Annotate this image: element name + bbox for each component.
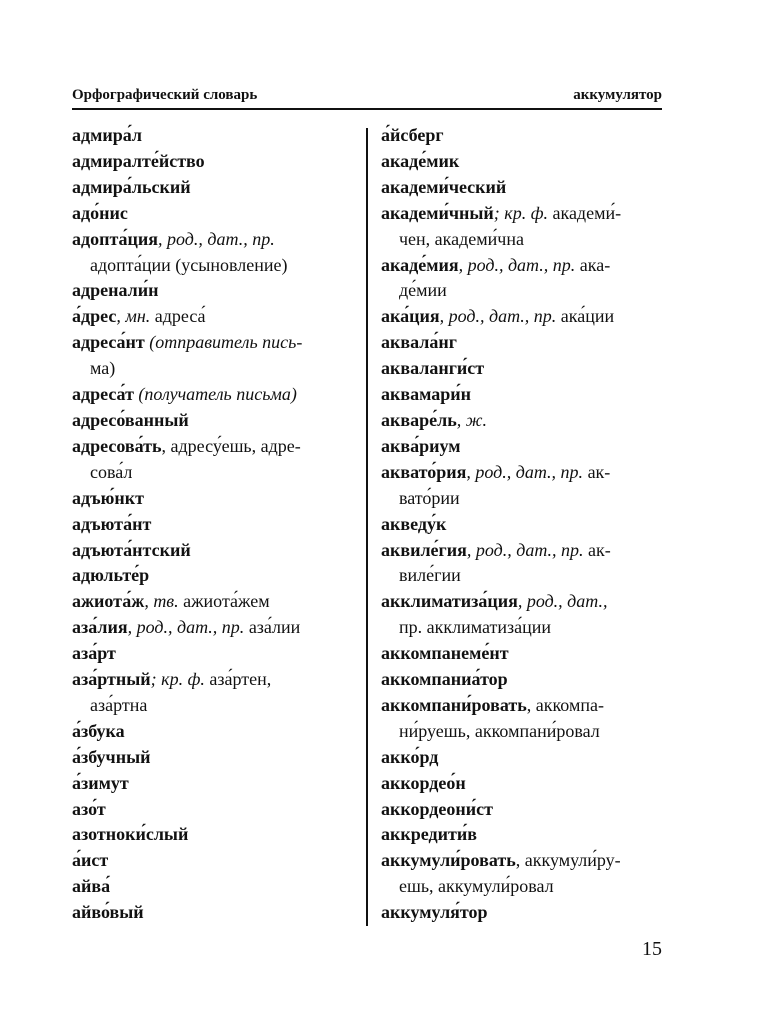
headword: аза́ртный — [72, 669, 151, 690]
grammar-note: , род., дат., пр. — [127, 617, 245, 638]
headword: адюльте́р — [72, 565, 150, 586]
headword: адмира́л — [72, 125, 143, 145]
grammar-note: , род., дат., пр. — [158, 228, 275, 249]
headword: акко́рд — [381, 746, 439, 767]
headword: аккордеони́ст — [381, 798, 493, 819]
headword: аккумуля́тор — [381, 902, 488, 923]
headword: аккомпанеме́нт — [381, 643, 509, 664]
entry-continuation: вато́рии — [399, 487, 460, 508]
headword: академи́чный — [381, 202, 494, 223]
dictionary-entry — [72, 227, 352, 279]
dictionary-entry — [72, 771, 352, 797]
headword: аква́риум — [381, 435, 461, 456]
dictionary-entry — [72, 330, 352, 382]
dictionary-entry — [381, 304, 662, 330]
entry-form: ажиота́жем — [178, 591, 270, 612]
entry-continuation: ешь, аккумули́ровал — [399, 876, 554, 897]
grammar-note: , ж. — [456, 409, 487, 430]
headword: адо́нис — [72, 202, 128, 223]
grammar-note: , род., дат., пр. — [466, 539, 584, 560]
dictionary-entry — [72, 201, 352, 227]
entry-form: ак- — [583, 461, 611, 482]
dictionary-entry — [72, 822, 352, 848]
headword: адренали́н — [72, 280, 159, 301]
dictionary-entry — [381, 460, 662, 512]
dictionary-entry — [72, 874, 352, 900]
dictionary-entry — [72, 123, 352, 149]
entry-form: ака́ции — [556, 306, 615, 327]
dictionary-entry — [381, 434, 662, 460]
column-divider — [366, 128, 368, 926]
headword: аккордео́н — [381, 772, 466, 793]
grammar-note: ; кр. ф. — [493, 202, 548, 223]
entry-form: , адресу́ешь, адре- — [161, 435, 301, 456]
headword: ака́ция — [381, 306, 440, 327]
headword: акаде́мик — [381, 150, 460, 171]
headword: адъюта́нт — [72, 513, 152, 534]
headword: адреса́т — [72, 384, 134, 405]
dictionary-entry — [381, 900, 662, 926]
headword: адопта́ция — [72, 228, 159, 249]
dictionary-entry — [381, 382, 662, 408]
dictionary-entry — [381, 538, 662, 590]
headword: адреса́нт — [72, 332, 145, 353]
grammar-note: (получатель письма) — [133, 384, 297, 405]
headword: азо́т — [72, 798, 106, 819]
dictionary-entry — [72, 667, 352, 719]
headword: аза́лия — [72, 617, 128, 638]
headword: академи́ческий — [381, 176, 507, 197]
headword: а́збучный — [72, 746, 151, 767]
page-header — [72, 84, 662, 110]
headword: айво́вый — [72, 902, 144, 923]
dictionary-entry — [381, 149, 662, 175]
running-head-word: аккумулятор — [573, 87, 662, 103]
left-column — [72, 123, 352, 926]
entry-continuation: чен, академи́чна — [399, 228, 524, 249]
dictionary-entry — [72, 278, 352, 304]
dictionary-entry — [381, 641, 662, 667]
dictionary-entry — [72, 486, 352, 512]
dictionary-entry — [72, 641, 352, 667]
dictionary-entry — [381, 667, 662, 693]
headword: азотноки́слый — [72, 824, 189, 845]
dictionary-entry — [381, 512, 662, 538]
dictionary-title: Орфографический словарь — [72, 87, 258, 103]
dictionary-entry — [72, 797, 352, 823]
entry-continuation: пр. акклиматиза́ции — [399, 617, 552, 638]
headword: а́зимут — [72, 772, 129, 793]
entry-continuation: сова́л — [90, 461, 133, 482]
grammar-note: , тв. — [144, 591, 179, 612]
headword: а́ист — [72, 850, 109, 871]
headword: аквато́рия — [381, 461, 467, 482]
headword: аккредити́в — [381, 824, 477, 845]
headword: акваре́ль — [381, 409, 457, 430]
dictionary-entry — [72, 615, 352, 641]
dictionary-entry — [381, 848, 662, 900]
headword: акведу́к — [381, 513, 447, 534]
headword: а́дрес — [72, 306, 117, 327]
headword: аза́рт — [72, 643, 116, 664]
headword: адмира́льский — [72, 176, 191, 197]
entry-continuation: аза́ртна — [90, 694, 148, 715]
grammar-note: (отправитель пись- — [144, 332, 303, 353]
dictionary-entry — [381, 771, 662, 797]
headword: аквиле́гия — [381, 539, 467, 560]
entry-form: академи́- — [547, 202, 622, 223]
page-number: 15 — [642, 938, 662, 960]
dictionary-entry — [72, 745, 352, 771]
dictionary-entry — [72, 512, 352, 538]
headword: аккомпани́ровать — [381, 694, 527, 715]
dictionary-entry — [381, 822, 662, 848]
dictionary-entry — [72, 538, 352, 564]
dictionary-entry — [72, 304, 352, 330]
entry-form: , аккумули́ру- — [515, 850, 621, 871]
dictionary-entry — [381, 408, 662, 434]
headword: акаде́мия — [381, 254, 459, 275]
dictionary-entry — [72, 563, 352, 589]
grammar-note: , род., дат., пр. — [458, 254, 576, 275]
dictionary-entry — [381, 253, 662, 305]
headword: аквамари́н — [381, 384, 471, 405]
dictionary-entry — [381, 745, 662, 771]
headword: аккумули́ровать — [381, 850, 516, 871]
entry-continuation: де́мии — [399, 280, 447, 301]
dictionary-entry — [72, 149, 352, 175]
entry-form: адреса́ — [150, 306, 206, 327]
entry-continuation: ма) — [90, 358, 116, 379]
entry-continuation: виле́гии — [399, 565, 461, 586]
headword: акклиматиза́ция — [381, 591, 518, 612]
dictionary-entry — [381, 123, 662, 149]
entry-form: ака- — [575, 254, 611, 275]
dictionary-entry — [381, 330, 662, 356]
dictionary-entry — [381, 201, 662, 253]
headword: а́йсберг — [381, 125, 444, 145]
dictionary-entry — [72, 719, 352, 745]
entry-continuation: ни́руешь, аккомпани́ровал — [399, 720, 600, 741]
dictionary-entry — [72, 382, 352, 408]
right-column — [381, 123, 662, 926]
dictionary-entry — [72, 900, 352, 926]
dictionary-entry — [381, 175, 662, 201]
grammar-note: , мн. — [116, 306, 151, 327]
headword: ажиота́ж — [72, 591, 145, 612]
headword: адресо́ванный — [72, 409, 189, 430]
entry-form: аза́лии — [244, 617, 301, 638]
headword: адресова́ть — [72, 435, 162, 456]
dictionary-entry — [72, 848, 352, 874]
dictionary-entry — [381, 356, 662, 382]
headword: акваланги́ст — [381, 358, 485, 379]
entry-continuation: адопта́ции (усыновление) — [90, 254, 288, 275]
grammar-note: , род., дат., — [517, 591, 608, 612]
headword: аквала́нг — [381, 332, 457, 353]
entry-form: ак- — [583, 539, 611, 560]
headword: айва́ — [72, 876, 111, 897]
dictionary-entry — [72, 434, 352, 486]
grammar-note: , род., дат., пр. — [466, 461, 584, 482]
dictionary-entry — [381, 797, 662, 823]
dictionary-entry — [381, 589, 662, 641]
grammar-note: , род., дат., пр. — [439, 306, 557, 327]
dictionary-entry — [381, 693, 662, 745]
dictionary-entry — [72, 175, 352, 201]
headword: адъюта́нтский — [72, 539, 191, 560]
dictionary-entry — [72, 408, 352, 434]
grammar-note: ; кр. ф. — [150, 669, 205, 690]
entry-form: аза́ртен, — [204, 669, 272, 690]
headword: адмиралте́йство — [72, 150, 205, 171]
headword: адъю́нкт — [72, 487, 144, 508]
headword: аккомпаниа́тор — [381, 669, 508, 690]
entry-form: , аккомпа- — [526, 694, 604, 715]
headword: а́збука — [72, 720, 125, 741]
dictionary-entry — [72, 589, 352, 615]
